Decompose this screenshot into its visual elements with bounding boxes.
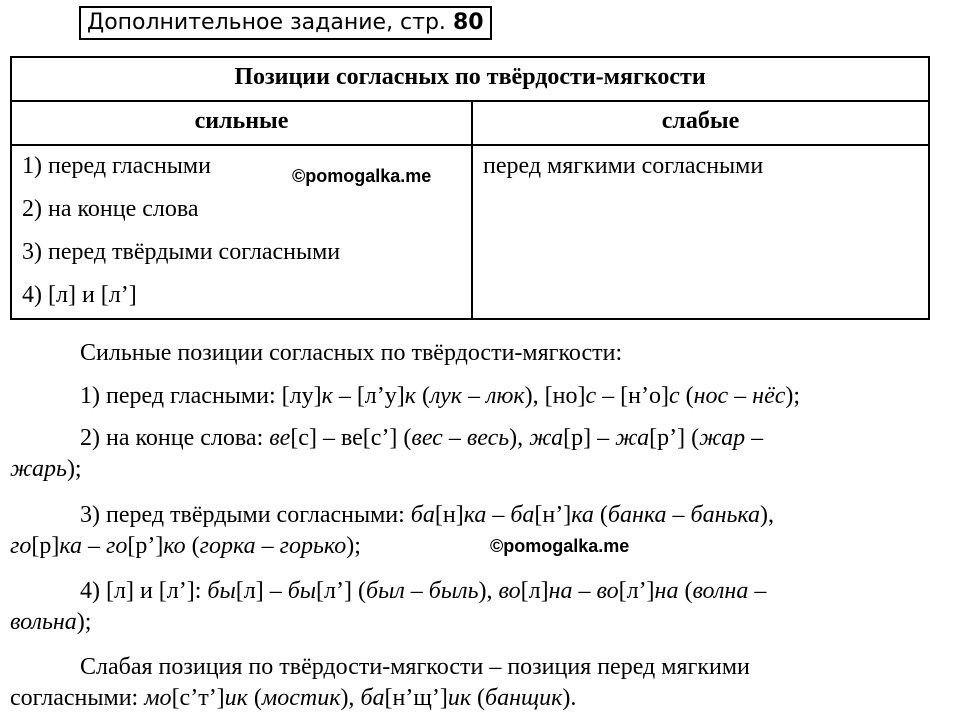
watermark: ©pomogalka.me [292,166,432,186]
strong-item: 1) перед гласными [22,153,211,179]
paragraph-4-line-1: 4) [л] и [л’]: бы[л] – бы[л’] (был – быль), во[л]на – во[л’]на (волна – [80,578,767,604]
paragraph-5-line-2: согласными: мо[с’т’]ик (мостик), ба[н’щ’]ик (банщик). [10,685,577,711]
page-number: 80 [452,10,484,35]
weak-item: перед мягкими согласными [483,153,764,179]
strong-item: 2) на конце слова [22,196,199,222]
paragraph-5-line-1: Слабая позиция по твёрдости-мягкости – позиция перед мягкими [80,654,750,680]
table-title: Позиции согласных по твёрдости-мягкости [11,57,929,101]
paragraph-1: 1) перед гласными: [лу]к – [л’у]к (лук – люк), [но]с – [н’о]с (нос – нёс); [80,383,801,409]
consonant-positions-table [10,56,930,320]
paragraph-3-line-2: го[р]ка – го[р’]ко (горка – горько); [10,533,361,559]
column-header-strong: сильные [11,101,472,145]
paragraph-4-line-2: вольна); [10,609,92,635]
watermark: ©pomogalka.me [490,536,630,556]
column-header-weak: слабые [472,101,929,145]
assignment-label: Дополнительное задание, стр. [87,10,446,35]
assignment-header [79,6,492,40]
paragraph-2-line-2: жарь); [10,456,82,482]
paragraph-2-line-1: 2) на конце слова: ве[с] – ве[с’] (вес – весь), жа[р] – жа[р’] (жар – [80,425,764,451]
paragraph-3-line-1: 3) перед твёрдыми согласными: ба[н]ка – ба[н’]ка (банка – банька), [80,502,775,528]
strong-item: 4) [л] и [л’] [22,282,137,308]
strong-item: 3) перед твёрдыми согласными [22,239,341,265]
intro-paragraph: Сильные позиции согласных по твёрдости-мягкости: [80,340,623,366]
weak-positions-cell [472,145,929,319]
